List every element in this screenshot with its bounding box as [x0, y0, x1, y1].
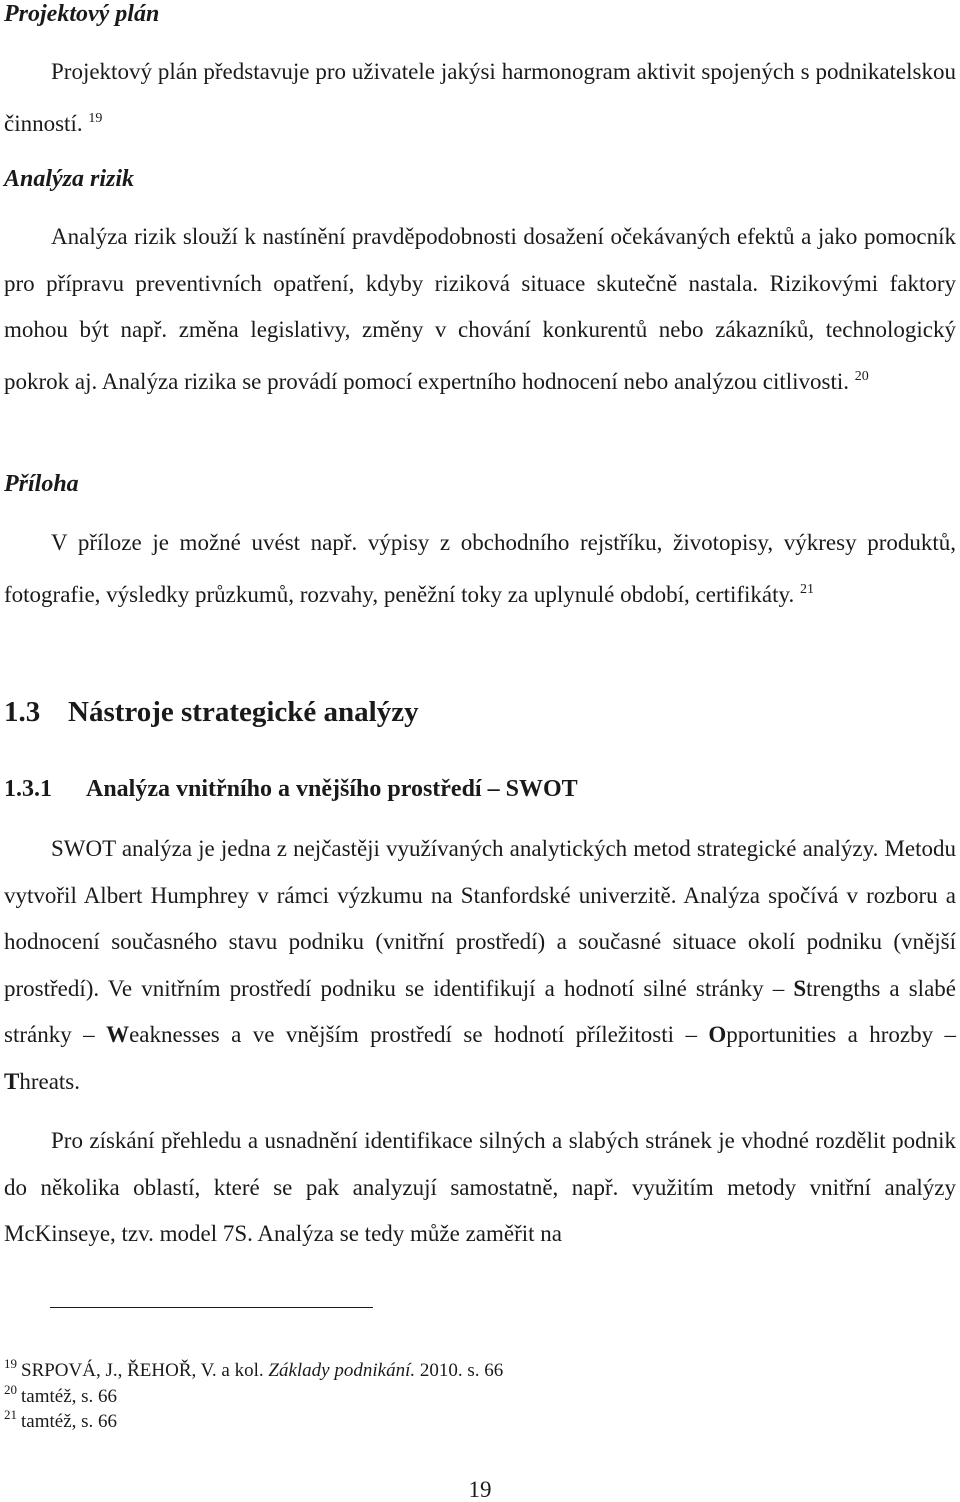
swot-letter-o: O: [708, 1022, 727, 1047]
paragraph-text: Analýza rizik slouží k nastínění pravděpodobnosti dosažení očekávaných efektů a jako pomocník pro přípravu preventivních opatření, kdyby riziková situace skutečně nastala. Rizikovými faktory mohou být např. změna legislativy, změny v chování konkurentů nebo zákazníků, technologický pokrok aj. Analýza rizika se provádí pomocí expertního hodnocení nebo analýzou citlivosti.: [4, 224, 956, 394]
footnote-separator: [50, 1307, 373, 1308]
footnote-number: 20: [4, 1382, 17, 1397]
footnote-book-title: Základy podnikání.: [268, 1360, 416, 1381]
footnote-number: 19: [4, 1356, 17, 1371]
swot-letter-t: T: [4, 1068, 20, 1094]
chapter-title: Nástroje strategické analýzy: [68, 696, 419, 728]
paragraph-swot: [4, 826, 956, 1105]
chapter-heading: [4, 695, 419, 729]
footnote-21: [4, 1403, 117, 1434]
footnote-ref-20: 20: [854, 368, 869, 384]
subchapter-title: Analýza vnitřního a vnějšího prostředí – SWOT: [86, 776, 578, 802]
footnote-author: SRPOVÁ, J., ŘEHOŘ, V. a kol.: [21, 1360, 264, 1381]
swot-w-text: eaknesses a ve vnějším prostředí se hodnotí příležitosti –: [129, 1022, 709, 1047]
swot-t-text: hreats.: [19, 1068, 81, 1094]
paragraph-text: V příloze je možné uvést např. výpisy z obchodního rejstříku, životopisy, výkresy produktů, fotografie, výsledky průzkumů, rozvahy, peněžní toky za uplynulé období, certifikáty.: [4, 530, 956, 607]
swot-s-text: trengths a slabé stránky –: [4, 975, 956, 1047]
footnote-citation: 2010. s. 66: [419, 1360, 504, 1381]
swot-letter-w: W: [106, 1022, 130, 1047]
swot-intro-text: SWOT analýza je jedna z nejčastěji využívaných analytických metod strategické analýzy. Metodu vytvořil Albert Humphrey v rámci výzkumu na Stanfordské univerzitě. Analýza spočívá v rozboru a hodnocení současného stavu podniku (vnitřní prostředí) a současné situace okolí podniku (vnější prostředí). Ve vnitřním prostředí podniku se identifikují a hodnotí silné stránky –: [4, 836, 956, 1001]
footnote-ref-19: 19: [88, 110, 103, 126]
paragraph-projektovy-plan: [4, 49, 956, 147]
footnote-text: tamtéž, s. 66: [21, 1386, 118, 1407]
swot-o-text: pportunities a hrozby –: [726, 1022, 956, 1047]
paragraph-priloha: [4, 520, 956, 618]
section-heading-projektovy-plan: Projektový plán: [4, 1, 160, 27]
paragraph-analyza-rizik: [4, 214, 956, 405]
footnote-text: tamtéž, s. 66: [21, 1411, 118, 1432]
section-heading-analyza-rizik: Analýza rizik: [4, 166, 135, 192]
chapter-number: 1.3: [4, 696, 41, 728]
subchapter-heading: [4, 775, 578, 803]
section-heading-priloha: Příloha: [4, 471, 79, 497]
footnote-ref-21: 21: [800, 581, 815, 597]
page-number: 19: [468, 1477, 492, 1502]
subchapter-number: 1.3.1: [4, 776, 52, 802]
paragraph-text: Projektový plán představuje pro uživatele jakýsi harmonogram aktivit spojených s podnikatelskou činností.: [4, 59, 956, 136]
paragraph-overview: Pro získání přehledu a usnadnění identifikace silných a slabých stránek je vhodné rozdělit podnik do několika oblastí, které se pak analyzují samostatně, např. využitím metody vnitřní analýzy McKinseye, tzv. model 7S. Analýza se tedy může zaměřit na: [4, 1128, 956, 1246]
footnote-number: 21: [4, 1407, 17, 1422]
swot-letter-s: S: [793, 975, 807, 1001]
